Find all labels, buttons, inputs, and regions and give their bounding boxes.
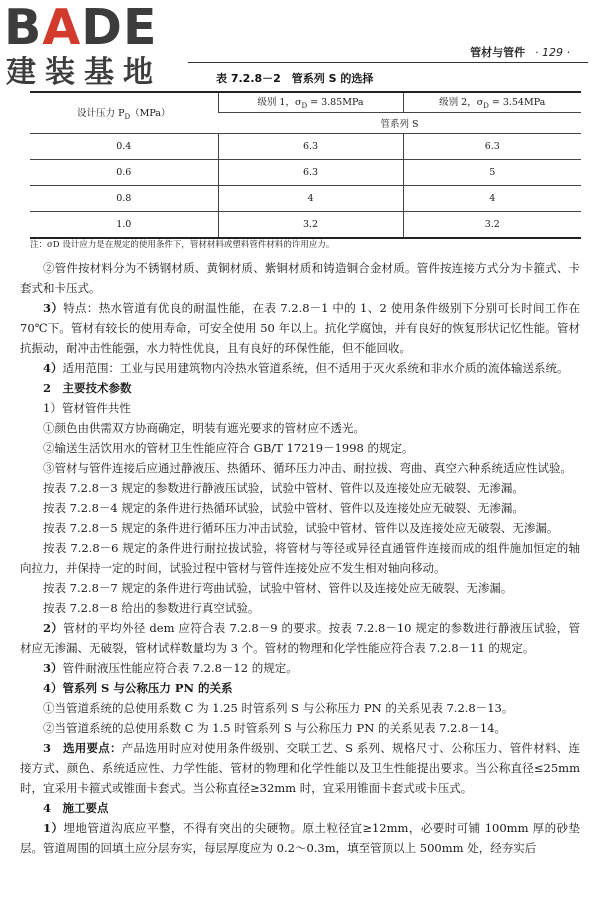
section-heading: 2 主要技术参数: [43, 381, 132, 395]
table-row: [30, 133, 581, 159]
subheading: 1）管材管件共性: [43, 401, 131, 415]
cell-grade-1: 4: [218, 185, 403, 211]
cell-pressure: 0.8: [30, 185, 218, 211]
header-series: 管系列 S: [218, 112, 581, 133]
paragraph: 按表 7.2.8－7 规定的条件进行弯曲试验，试验中管材、管件以及连接处应无破裂、无渗漏。: [43, 581, 513, 595]
cell-grade-1: 3.2: [218, 211, 403, 238]
header-rule: [188, 62, 588, 63]
body-text: [20, 258, 580, 858]
paragraph: 按表 7.2.8－3 规定的参数进行静液压试验，试验中管材、管件以及连接处应无破裂、无渗漏。: [43, 481, 524, 495]
page-number: · 129 ·: [535, 46, 570, 59]
cell-grade-1: 6.3: [218, 133, 403, 159]
cell-grade-2: 4: [403, 185, 581, 211]
table-note: 注：σD 设计应力是在规定的使用条件下，管材材料或塑料管件材料的许用应力。: [30, 240, 335, 250]
table-row: [30, 159, 581, 185]
paragraph: ③管材与管件连接后应通过静液压、热循环、循环压力冲击、耐拉拔、弯曲、真空六种系统适应性试验。: [43, 461, 572, 475]
paragraph: 2）管材的平均外径 dem 应符合表 7.2.8－9 的要求。按表 7.2.8－10 规定的参数进行静液压试验，管材应无渗漏、无破裂，管材试样数量均为 3 个。管材的物理和化学性能应符合表 7.2.8－11 的规定。: [20, 621, 580, 655]
paragraph: ②管件按材料分为不锈钢材质、黄铜材质、紫铜材质和铸造铜合金材质。管件按连接方式分为卡箍式、卡套式和卡压式。: [20, 261, 580, 295]
paragraph: 按表 7.2.8－5 规定的条件进行循环压力冲击试验，试验中管材、管件以及连接处应无破裂、无渗漏。: [43, 521, 559, 535]
table-title: 表 7.2.8－2 管系列 S 的选择: [216, 72, 374, 85]
cell-pressure: 0.6: [30, 159, 218, 185]
cell-grade-2: 6.3: [403, 133, 581, 159]
paragraph: 3）特点：热水管道有优良的耐温性能，在表 7.2.8－1 中的 1、2 使用条件级别下分别可长时间工作在 70℃下。管材有较长的使用寿命，可安全使用 50 年以上。抗化学腐蚀，并有良好的恢复形状记忆性能。管材抗振动，耐冲击性能强，水力特性优良，且有良好的环保性能，但不能回收。: [20, 301, 580, 355]
section-title: 管材与管件: [470, 46, 526, 59]
paragraph: ①颜色由供需双方协商确定，明装有遮光要求的管材应不透光。: [43, 421, 365, 435]
brand-logo-cn: 建装基地: [6, 55, 162, 90]
cell-pressure: 1.0: [30, 211, 218, 238]
paragraph: ①当管道系统的总使用系数 C 为 1.25 时管系列 S 与公称压力 PN 的关系见表 7.2.8－13。: [43, 701, 514, 715]
table-row: [30, 185, 581, 211]
subheading: 4）管系列 S 与公称压力 PN 的关系: [43, 681, 233, 695]
header-grade-1: 级别 1，$\sigma_D = 3.85MPa$: [218, 92, 403, 112]
paragraph: ②当管道系统的总使用系数 C 为 1.5 时管系列 S 与公称压力 PN 的关系见表 7.2.8－14。: [43, 721, 507, 735]
cell-grade-2: 5: [403, 159, 581, 185]
header-grade-2: 级别 2，$\sigma_D = 3.54MPa$: [403, 92, 581, 112]
pipe-series-table: [30, 91, 581, 239]
paragraph: 1）埋地管道沟底应平整，不得有突出的尖硬物。原土粒径宜≥12mm，必要时可铺 100mm 厚的砂垫层。管道周围的回填土应分层夯实，每层厚度应为 0.2～0.3m，填至管顶以上 500mm 处，经夯实后: [20, 821, 580, 855]
paragraph: 按表 7.2.8－6 规定的条件进行耐拉拔试验，将管材与等径或异径直通管件连接而成的组件施加恒定的轴向拉力，并保持一定的时间，试验过程中管材与管件连接处应不发生相对轴向移动。: [20, 541, 580, 575]
paragraph: ②输送生活饮用水的管材卫生性能应符合 GB/T 17219－1998 的规定。: [43, 441, 414, 455]
cell-pressure: 0.4: [30, 133, 218, 159]
paragraph: 4）适用范围：工业与民用建筑物内冷热水管道系统，但不适用于灭火系统和非水介质的流体输送系统。: [43, 361, 569, 375]
cell-grade-2: 3.2: [403, 211, 581, 238]
paragraph: 3 选用要点：产品选用时应对使用条件级别、交联工艺、S 系列、规格尺寸、公称压力、管件材料、连接方式、颜色、系统适应性、力学性能、管材的物理和化学性能以及卫生性能提出要求。当公称直径≤25mm 时，宜采用卡箍式或锥面卡套式。当公称直径≥32mm 时，宜采用锥面卡套式或卡压式。: [20, 741, 580, 795]
paragraph: 按表 7.2.8－4 规定的条件进行热循环试验，试验中管材、管件以及连接处应无破裂、无渗漏。: [43, 501, 524, 515]
section-heading: 4 施工要点: [43, 801, 109, 815]
table-header-row: [30, 92, 581, 112]
header-pressure: 设计压力 $P_D(MPa)$: [30, 92, 218, 133]
brand-logo: [4, 2, 157, 54]
cell-grade-1: 6.3: [218, 159, 403, 185]
table-row: [30, 211, 581, 238]
paragraph: 按表 7.2.8－8 给出的参数进行真空试验。: [43, 601, 260, 615]
brand-logo-text: BADE: [4, 0, 158, 56]
running-header: [470, 44, 570, 60]
paragraph: 3）管件耐液压性能应符合表 7.2.8－12 的规定。: [43, 661, 298, 675]
